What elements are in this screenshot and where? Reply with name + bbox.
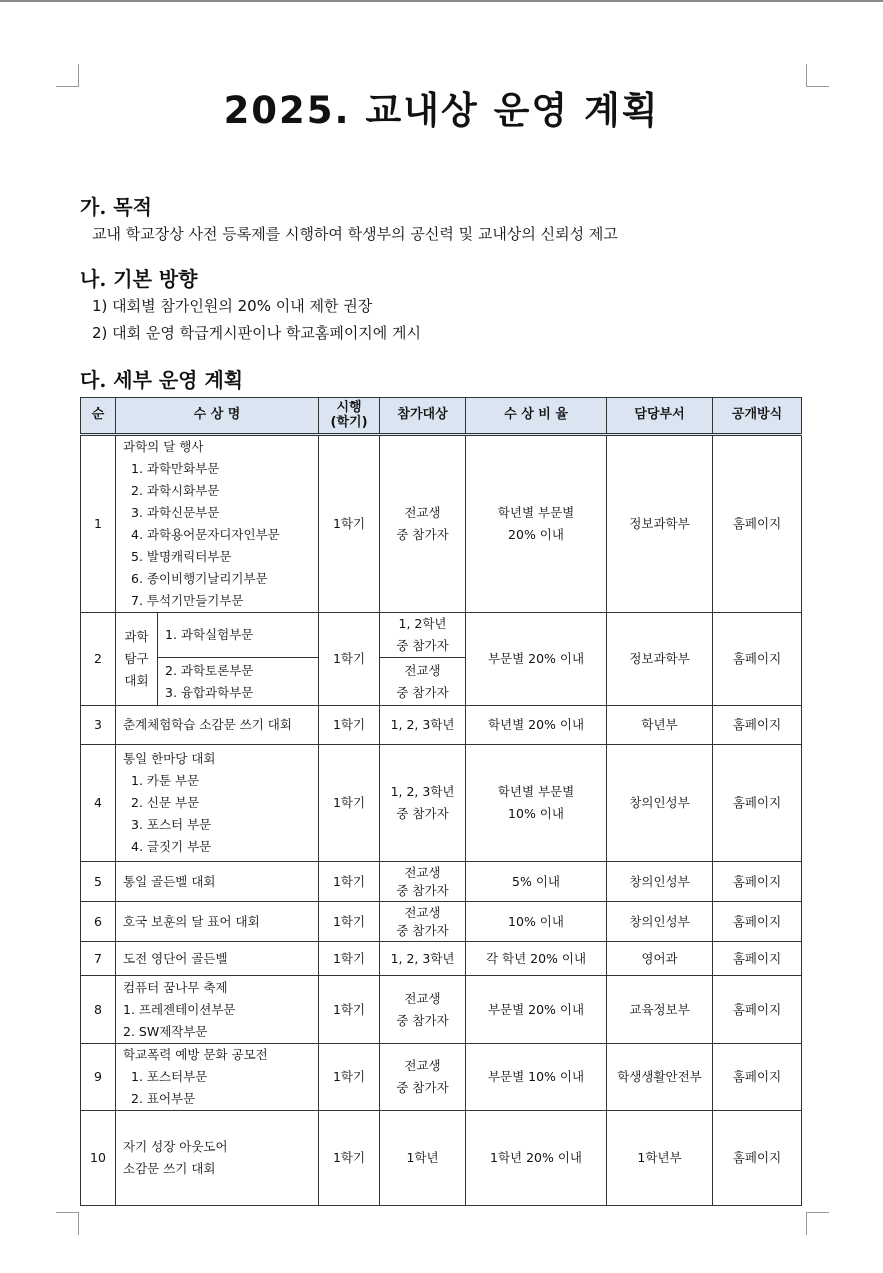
table-row: 3 춘계체험학습 소감문 쓰기 대회 1학기 1, 2, 3학년 학년별 20% 이내 학년부 홈페이지 bbox=[81, 706, 802, 745]
section-direction-heading: 나. 기본 방향 bbox=[80, 267, 198, 291]
crop-mark-bottom-right bbox=[806, 1212, 829, 1235]
table-row: 6 호국 보훈의 달 표어 대회 1학기 전교생 중 참가자 10% 이내 창의인성부 홈페이지 bbox=[81, 902, 802, 942]
table-row: 10 자기 성장 아웃도어 소감문 쓰기 대회 1학기 1학년 1학년 20% 이내 1학년부 홈페이지 bbox=[81, 1111, 802, 1206]
section-detail-heading: 다. 세부 운영 계획 bbox=[80, 368, 244, 392]
award-name: 과학의 달 행사 1. 과학만화부문 2. 과학시화부문 3. 과학신문부문 4. 과학용어문자디자인부문 5. 발명캐릭터부문 6. 종이비행기날리기부문 7. 투석기만들기부문 bbox=[116, 435, 319, 613]
direction-item-1: 1) 대회별 참가인원의 20% 이내 제한 권장 bbox=[92, 297, 373, 315]
header-ratio: 수 상 비 율 bbox=[466, 398, 607, 435]
table-row: 1 과학의 달 행사 1. 과학만화부문 2. 과학시화부문 3. 과학신문부문 4. 과학용어문자디자인부문 5. 발명캐릭터부문 6. 종이비행기날리기부문 7. 투석기만들기부문 1학기 전교생 중 참가자 학년별 부문별 20% 이내 정보과학부 홈페이지 bbox=[81, 435, 802, 613]
crop-mark-bottom-left bbox=[56, 1212, 79, 1235]
table-row: 4 통일 한마당 대회 1. 카툰 부문 2. 신문 부문 3. 포스터 부문 4. 글짓기 부문 1학기 1, 2, 3학년 중 참가자 학년별 부문별 10% 이내 창의인성부 홈페이지 bbox=[81, 745, 802, 862]
top-border-line bbox=[0, 0, 883, 2]
table-row: 9 학교폭력 예방 문화 공모전 1. 포스터부문 2. 표어부문 1학기 전교생 중 참가자 부문별 10% 이내 학생생활안전부 홈페이지 bbox=[81, 1044, 802, 1111]
table-row: 5 통일 골든벨 대회 1학기 전교생 중 참가자 5% 이내 창의인성부 홈페이지 bbox=[81, 862, 802, 902]
page-title: 2025. 교내상 운영 계획 bbox=[223, 89, 660, 132]
award-name: 자기 성장 아웃도어 소감문 쓰기 대회 bbox=[116, 1111, 319, 1206]
section-purpose-text: 교내 학교장상 사전 등록제를 시행하여 학생부의 공신력 및 교내상의 신뢰성 제고 bbox=[92, 225, 618, 243]
header-target: 참가대상 bbox=[380, 398, 466, 435]
table-row: 2 과학 탐구 대회 1. 과학실험부문 1학기 1, 2학년 중 참가자 부문별 20% 이내 정보과학부 홈페이지 bbox=[81, 613, 802, 658]
section-purpose-heading: 가. 목적 bbox=[80, 195, 152, 219]
award-group: 과학 탐구 대회 bbox=[116, 613, 158, 706]
award-name: 학교폭력 예방 문화 공모전 1. 포스터부문 2. 표어부문 bbox=[116, 1044, 319, 1111]
header-name: 수 상 명 bbox=[116, 398, 319, 435]
header-term: 시행 (학기) bbox=[319, 398, 380, 435]
table-row: 8 컴퓨터 꿈나무 축제 1. 프레젠테이션부문 2. SW제작부문 1학기 전교생 중 참가자 부문별 20% 이내 교육정보부 홈페이지 bbox=[81, 976, 802, 1044]
header-no: 순 bbox=[81, 398, 116, 435]
table-row: 2. 과학토론부문 3. 융합과학부문 전교생 중 참가자 bbox=[81, 658, 802, 706]
header-dept: 담당부서 bbox=[607, 398, 713, 435]
award-plan-table bbox=[80, 397, 802, 1206]
award-name: 컴퓨터 꿈나무 축제 1. 프레젠테이션부문 2. SW제작부문 bbox=[116, 976, 319, 1044]
direction-item-2: 2) 대회 운영 학급게시판이나 학교홈페이지에 게시 bbox=[92, 324, 422, 342]
header-method: 공개방식 bbox=[713, 398, 802, 435]
table-header-row bbox=[81, 398, 802, 435]
award-name: 통일 한마당 대회 1. 카툰 부문 2. 신문 부문 3. 포스터 부문 4. 글짓기 부문 bbox=[116, 745, 319, 862]
table-row: 7 도전 영단어 골든벨 1학기 1, 2, 3학년 각 학년 20% 이내 영어과 홈페이지 bbox=[81, 942, 802, 976]
